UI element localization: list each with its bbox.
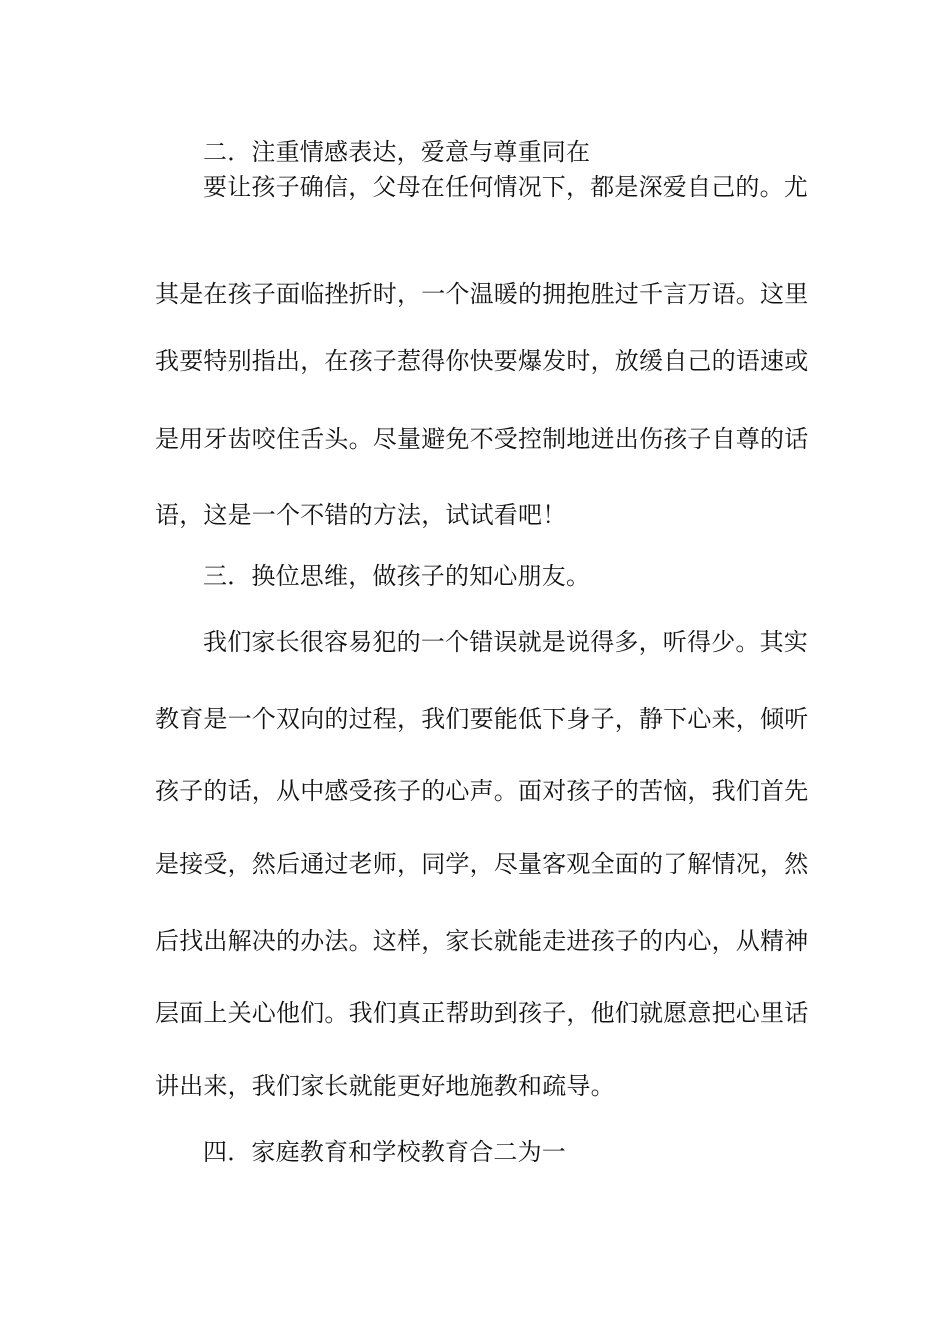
paragraph-line: 我们家长很容易犯的一个错误就是说得多，听得少。其实 [203, 628, 808, 656]
section-heading-2: 二．注重情感表达，爱意与尊重同在 [203, 138, 591, 166]
paragraph-line: 我要特别指出，在孩子惹得你快要爆发时，放缓自己的语速或 [155, 347, 809, 375]
paragraph-line: 后找出解决的办法。这样，家长就能走进孩子的内心，从精神 [155, 927, 809, 955]
paragraph-line: 是用牙齿咬住舌头。尽量避免不受控制地迸出伤孩子自尊的话 [155, 425, 809, 453]
paragraph-line: 层面上关心他们。我们真正帮助到孩子，他们就愿意把心里话 [155, 999, 809, 1027]
paragraph-line: 语，这是一个不错的方法，试试看吧！ [155, 501, 567, 529]
paragraph-line: 是接受，然后通过老师，同学，尽量客观全面的了解情况，然 [155, 850, 809, 878]
paragraph-line: 孩子的话，从中感受孩子的心声。面对孩子的苦恼，我们首先 [155, 777, 809, 805]
paragraph-line: 要让孩子确信，父母在任何情况下，都是深爱自己的。尤 [203, 173, 808, 201]
paragraph-line: 教育是一个双向的过程，我们要能低下身子，静下心来，倾听 [155, 705, 809, 733]
section-heading-4: 四．家庭教育和学校教育合二为一 [203, 1138, 566, 1166]
paragraph-line: 讲出来，我们家长就能更好地施教和疏导。 [155, 1072, 615, 1100]
section-heading-3: 三．换位思维，做孩子的知心朋友。 [203, 562, 591, 590]
paragraph-line: 其是在孩子面临挫折时，一个温暖的拥抱胜过千言万语。这里 [155, 280, 809, 308]
